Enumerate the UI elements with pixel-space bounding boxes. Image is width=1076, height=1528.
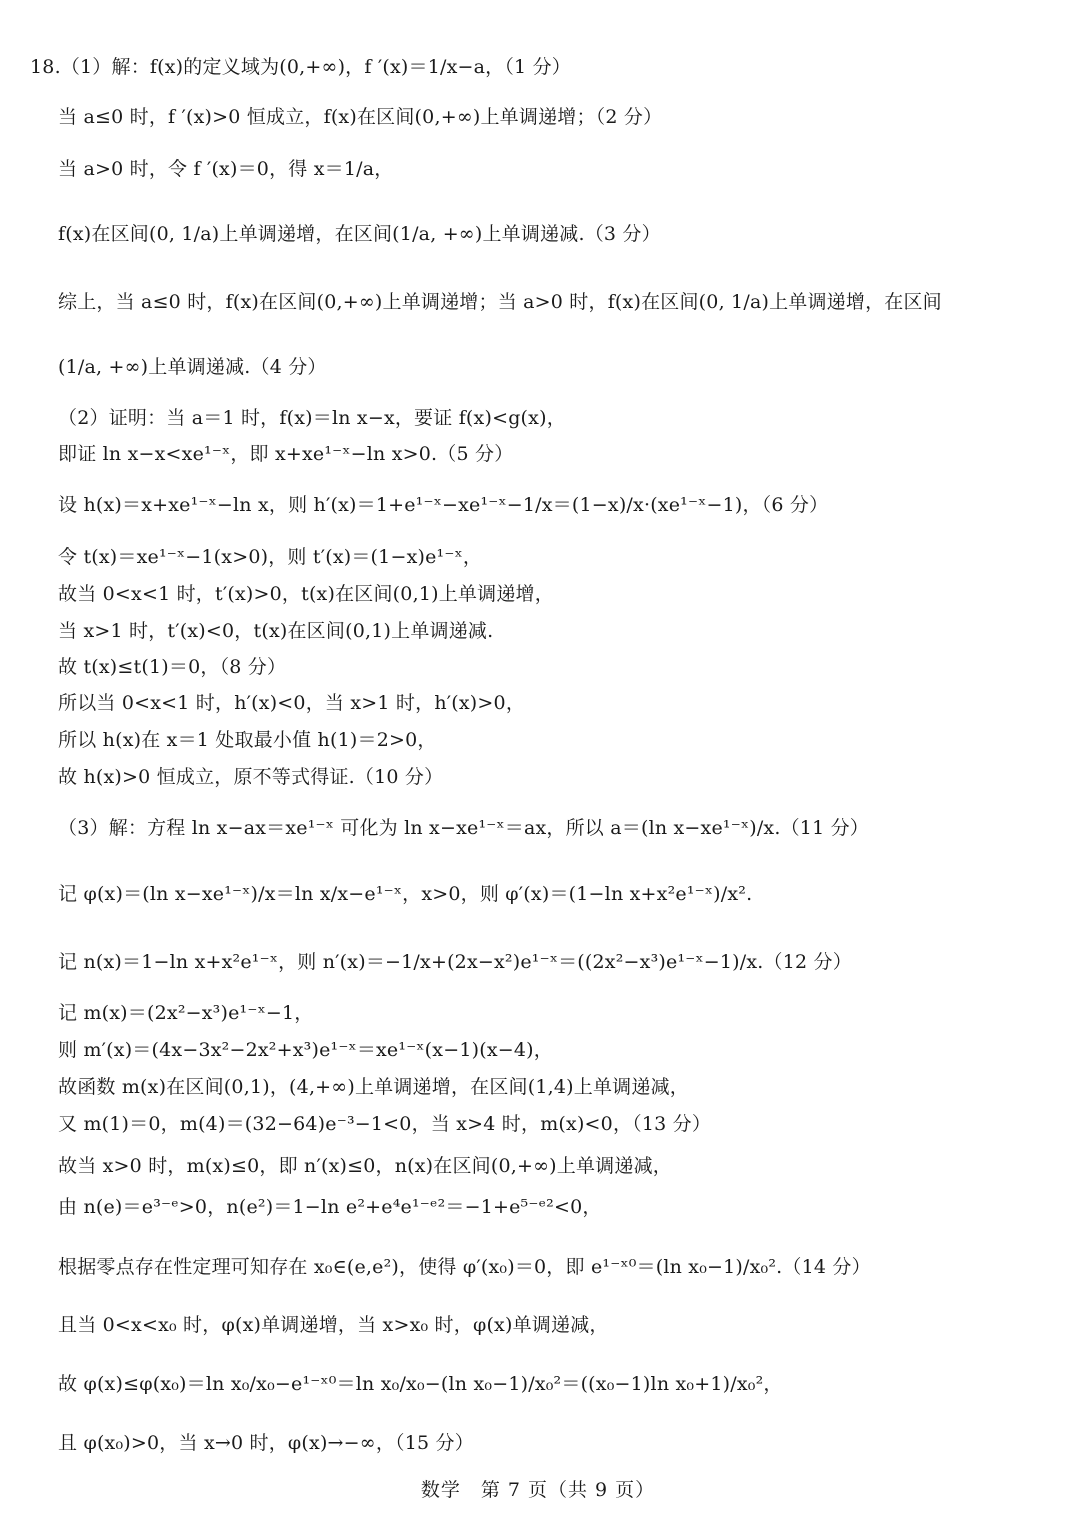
solution-line: 根据零点存在性定理可知存在 x₀∈(e,e²)，使得 φ′(x₀)＝0，即 e¹⁻ˣ⁰＝(ln x₀−1)/x₀².（14 分）: [58, 1256, 871, 1278]
solution-line: 记 n(x)＝1−ln x+x²e¹⁻ˣ，则 n′(x)＝−1/x+(2x−x²)e¹⁻ˣ＝((2x²−x³)e¹⁻ˣ−1)/x.（12 分）: [58, 951, 852, 973]
solution-line: 所以当 0<x<1 时，h′(x)<0，当 x>1 时，h′(x)>0，: [58, 692, 526, 714]
solution-line: 记 φ(x)＝(ln x−xe¹⁻ˣ)/x＝ln x/x−e¹⁻ˣ，x>0，则 φ′(x)＝(1−ln x+x²e¹⁻ˣ)/x².: [58, 883, 753, 905]
solution-line: 当 a>0 时，令 f ′(x)＝0，得 x＝1/a，: [58, 158, 394, 180]
solution-line: 设 h(x)＝x+xe¹⁻ˣ−ln x，则 h′(x)＝1+e¹⁻ˣ−xe¹⁻ˣ−1/x＝(1−x)/x·(xe¹⁻ˣ−1)，（6 分）: [58, 494, 829, 516]
solution-line: 即证 ln x−x<xe¹⁻ˣ，即 x+xe¹⁻ˣ−ln x>0.（5 分）: [58, 443, 514, 465]
solution-line: 18.（1）解：f(x)的定义域为(0,+∞)，f ′(x)＝1/x−a，（1 分）: [30, 56, 571, 78]
page-footer: 数学 第 7 页（共 9 页）: [420, 1479, 656, 1501]
solution-line: 记 m(x)＝(2x²−x³)e¹⁻ˣ−1，: [58, 1002, 314, 1024]
solution-line: f(x)在区间(0, 1/a)上单调递增，在区间(1/a, +∞)上单调递减.（3 分）: [58, 223, 661, 245]
solution-line: 则 m′(x)＝(4x−3x²−2x²+x³)e¹⁻ˣ＝xe¹⁻ˣ(x−1)(x−4)，: [58, 1039, 553, 1061]
solution-line: 综上，当 a≤0 时，f(x)在区间(0,+∞)上单调递增；当 a>0 时，f(x)在区间(0, 1/a)上单调递增，在区间: [58, 291, 942, 313]
solution-line: 故函数 m(x)在区间(0,1)，(4,+∞)上单调递增，在区间(1,4)上单调递减，: [58, 1076, 689, 1098]
solution-line: 当 a≤0 时，f ′(x)>0 恒成立，f(x)在区间(0,+∞)上单调递增；（2 分）: [58, 106, 663, 128]
solution-line: 故 t(x)≤t(1)＝0，（8 分）: [58, 656, 287, 678]
solution-line: 由 n(e)＝e³⁻ᵉ>0，n(e²)＝1−ln e²+e⁴e¹⁻ᵉ²＝−1+e⁵⁻ᵉ²<0，: [58, 1196, 602, 1218]
solution-line: （2）证明：当 a＝1 时，f(x)＝ln x−x，要证 f(x)<g(x)，: [58, 407, 566, 429]
solution-line: 所以 h(x)在 x＝1 处取最小值 h(1)＝2>0，: [58, 729, 437, 751]
solution-line: 又 m(1)＝0，m(4)＝(32−64)e⁻³−1<0，当 x>4 时，m(x)<0，（13 分）: [58, 1113, 712, 1135]
solution-line: (1/a, +∞)上单调递减.（4 分）: [58, 356, 327, 378]
solution-line: 当 x>1 时，t′(x)<0，t(x)在区间(0,1)上单调递减.: [58, 620, 494, 642]
solution-line: 令 t(x)＝xe¹⁻ˣ−1(x>0)，则 t′(x)＝(1−x)e¹⁻ˣ，: [58, 546, 483, 568]
solution-line: 故 h(x)>0 恒成立，原不等式得证.（10 分）: [58, 766, 444, 788]
solution-line: 且 φ(x₀)>0，当 x→0 时，φ(x)→−∞，（15 分）: [58, 1432, 474, 1454]
solution-line: 故当 0<x<1 时，t′(x)>0，t(x)在区间(0,1)上单调递增，: [58, 583, 554, 605]
solution-line: 故当 x>0 时，m(x)≤0，即 n′(x)≤0，n(x)在区间(0,+∞)上单调递减，: [58, 1155, 672, 1177]
solution-line: 故 φ(x)≤φ(x₀)＝ln x₀/x₀−e¹⁻ˣ⁰＝ln x₀/x₀−(ln x₀−1)/x₀²＝((x₀−1)ln x₀+1)/x₀²，: [58, 1373, 783, 1395]
solution-line: （3）解：方程 ln x−ax＝xe¹⁻ˣ 可化为 ln x−xe¹⁻ˣ＝ax，所以 a＝(ln x−xe¹⁻ˣ)/x.（11 分）: [58, 817, 869, 839]
solution-line: 且当 0<x<x₀ 时，φ(x)单调递增，当 x>x₀ 时，φ(x)单调递减，: [58, 1314, 609, 1336]
